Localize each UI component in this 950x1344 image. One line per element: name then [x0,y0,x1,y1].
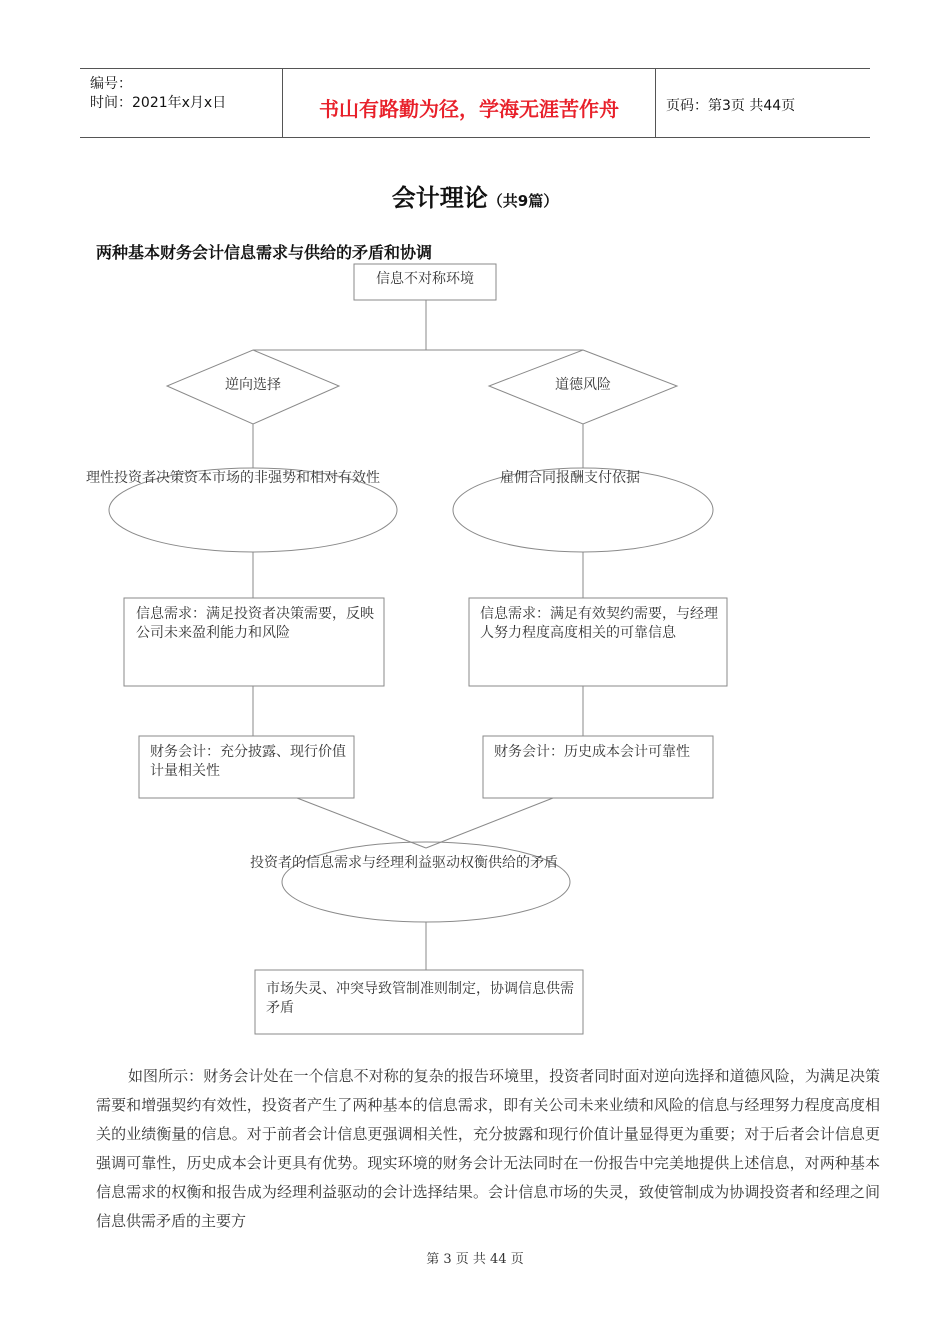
right-demand-label: 信息需求：满足有效契约需要，与经理人努力程度高度相关的可靠信息 [480,606,718,641]
section-title: 两种基本财务会计信息需求与供给的矛盾和协调 [96,243,433,262]
right-diamond-label: 道德风险 [555,377,611,393]
left-ellipse-label: 理性投资者决策资本市场的非强势和相对有效性 [86,470,380,486]
connector-merge-left [297,798,426,848]
connector-merge-right [426,798,553,848]
right-ellipse-label: 雇佣合同报酬支付依据 [500,470,640,486]
conflict-label: 投资者的信息需求与经理利益驱动权衡供给的矛盾 [250,855,558,871]
left-diamond-label: 逆向选择 [225,377,281,393]
page-title-main: 会计理论 [391,184,488,212]
time-label: 时间：2021年x月x日 [90,95,227,111]
left-demand-label: 信息需求：满足投资者决策需要，反映公司未来盈利能力和风险 [136,606,374,641]
page-info: 页码：第3页 共44页 [666,98,796,114]
body-paragraph: 如图所示：财务会计处在一个信息不对称的复杂的报告环境里，投资者同时面对逆向选择和道德风险，为满足决策需要和增强契约有效性，投资者产生了两种基本的信息需求，即有关公司未来业绩和风险的信息与经理努力程度高度相关的业绩衡量的信息。对于前者会计信息更强调相关性，充分披露和现行价值计量显得更为重要；对于后者会计信息更强调可靠性，历史成本会计更具有优势。现实环境的财务会计无法同时在一份报告中完美地提供上述信息，对两种基本信息需求的权衡和报告成为经理利益驱动的会计选择结果。会计信息市场的失灵，致使管制成为协调投资者和经理之间信息供需矛盾的主要方 [96,1067,880,1230]
motto: 书山有路勤为径，学海无涯苦作舟 [319,97,619,121]
page-footer: 第 3 页 共 44 页 [426,1252,524,1267]
resolution-label: 市场失灵、冲突导致管制准则制定，协调信息供需矛盾 [266,981,574,1016]
code-label: 编号： [90,76,132,92]
page-title-suffix: （共9篇） [487,192,559,210]
top-box-label: 信息不对称环境 [376,271,474,287]
right-accounting-label: 财务会计：历史成本会计可靠性 [494,744,690,760]
left-accounting-label: 财务会计：充分披露、现行价值计量相关性 [150,744,346,779]
